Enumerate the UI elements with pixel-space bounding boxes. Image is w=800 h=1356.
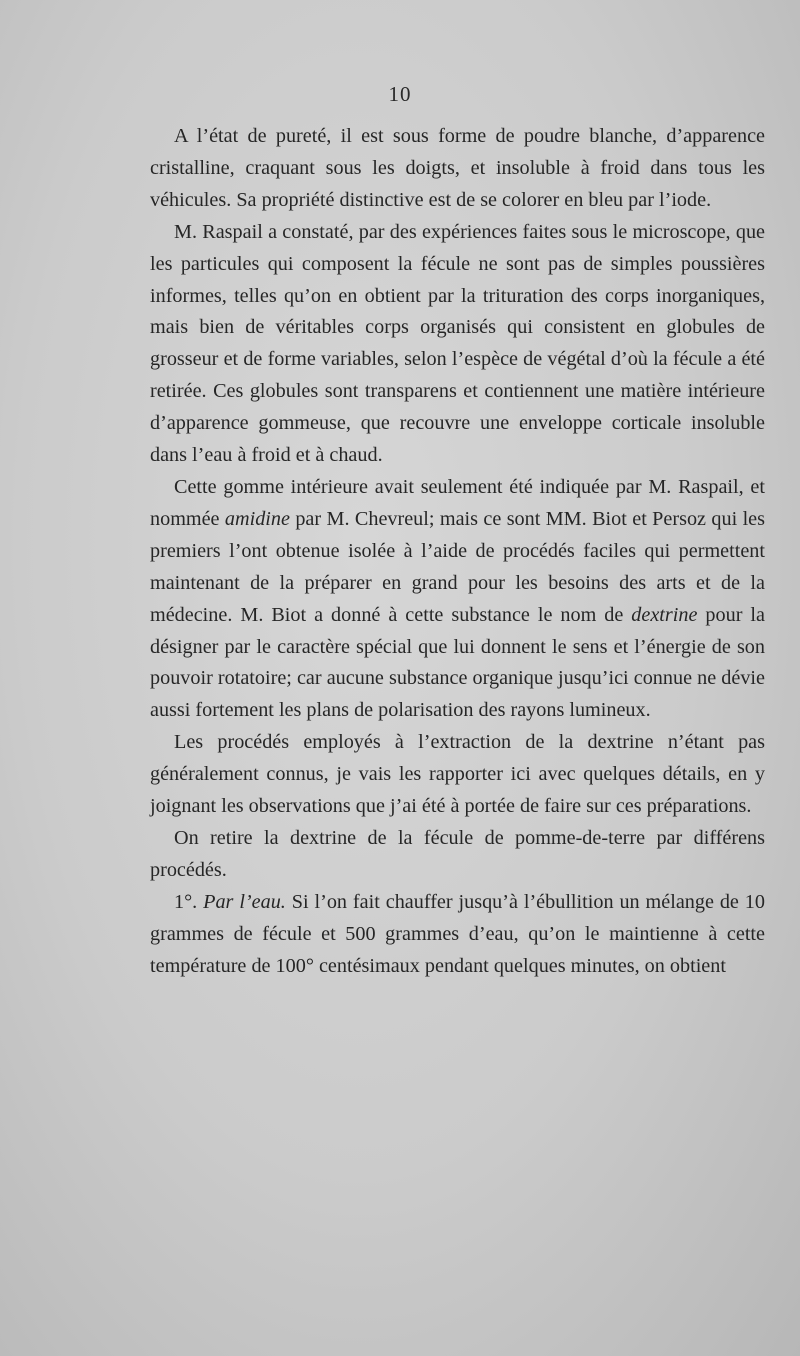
paragraph xyxy=(150,472,765,727)
text-segment: M. Raspail a constaté, par des expériences faites sous le microscope, que les particules qui composent la fécule ne sont pas de simples poussières informes, telles qu’on en obtient par la trituration des corps inorganiques, mais bien de véritables corps organisés qui consistent en globules de grosseur et de forme variables, selon l’espèce de végétal d’où la fécule a été retirée. Ces globules sont transparens et contiennent une matière intérieure d’apparence gommeuse, que recouvre une enveloppe corticale insoluble dans l’eau à froid et à chaud. xyxy=(150,220,765,467)
italic-heading: Par l’eau. xyxy=(203,890,286,913)
text-segment: 1°. xyxy=(174,890,204,913)
italic-term: dextrine xyxy=(631,603,698,626)
paragraph xyxy=(150,217,765,472)
text-segment: Si l’on fait chauffer jusqu’à l’ébullition un mélange de 10 grammes de fécule et 500 grammes d’eau, qu’on le maintienne à cette température de 100° centésimaux pendant quelques minutes, on obtient xyxy=(150,890,765,977)
paragraph xyxy=(150,727,765,823)
paragraph xyxy=(150,823,765,887)
italic-term: amidine xyxy=(224,507,290,530)
paragraph xyxy=(150,887,765,983)
text-segment: pour la désigner par le caractère spécial que lui donnent le sens et l’énergie de son pouvoir rotatoire; car aucune substance organique jusqu’ici connue ne dévie aussi fortement les plans de polarisation des rayons lumineux. xyxy=(150,603,765,722)
text-segment: Cette gomme intérieure avait seulement été indiquée par M. Raspail, et nommée xyxy=(150,475,765,530)
body-text xyxy=(150,121,765,982)
text-segment: On retire la dextrine de la fécule de pomme-de-terre par différens procédés. xyxy=(150,826,765,881)
text-segment: par M. Chevreul; mais ce sont MM. Biot et Persoz qui les premiers l’ont obtenue isolée à l’aide de procédés faciles qui permettent maintenant de la préparer en grand pour les besoins des arts et de la médecine. M. Biot a donné à cette substance le nom de xyxy=(150,507,765,626)
paragraph xyxy=(150,121,765,217)
text-segment: A l’état de pureté, il est sous forme de poudre blanche, d’apparence cristalline, craquant sous les doigts, et insoluble à froid dans tous les véhicules. Sa propriété distinctive est de se colorer en bleu par l’iode. xyxy=(150,125,765,211)
text-segment: Les procédés employés à l’extraction de la dextrine n’étant pas généralement connus, je vais les rapporter ici avec quelques détails, en y joignant les observations que j’ai été à portée de faire sur ces préparations. xyxy=(150,731,765,818)
page-number: 10 xyxy=(388,82,412,106)
